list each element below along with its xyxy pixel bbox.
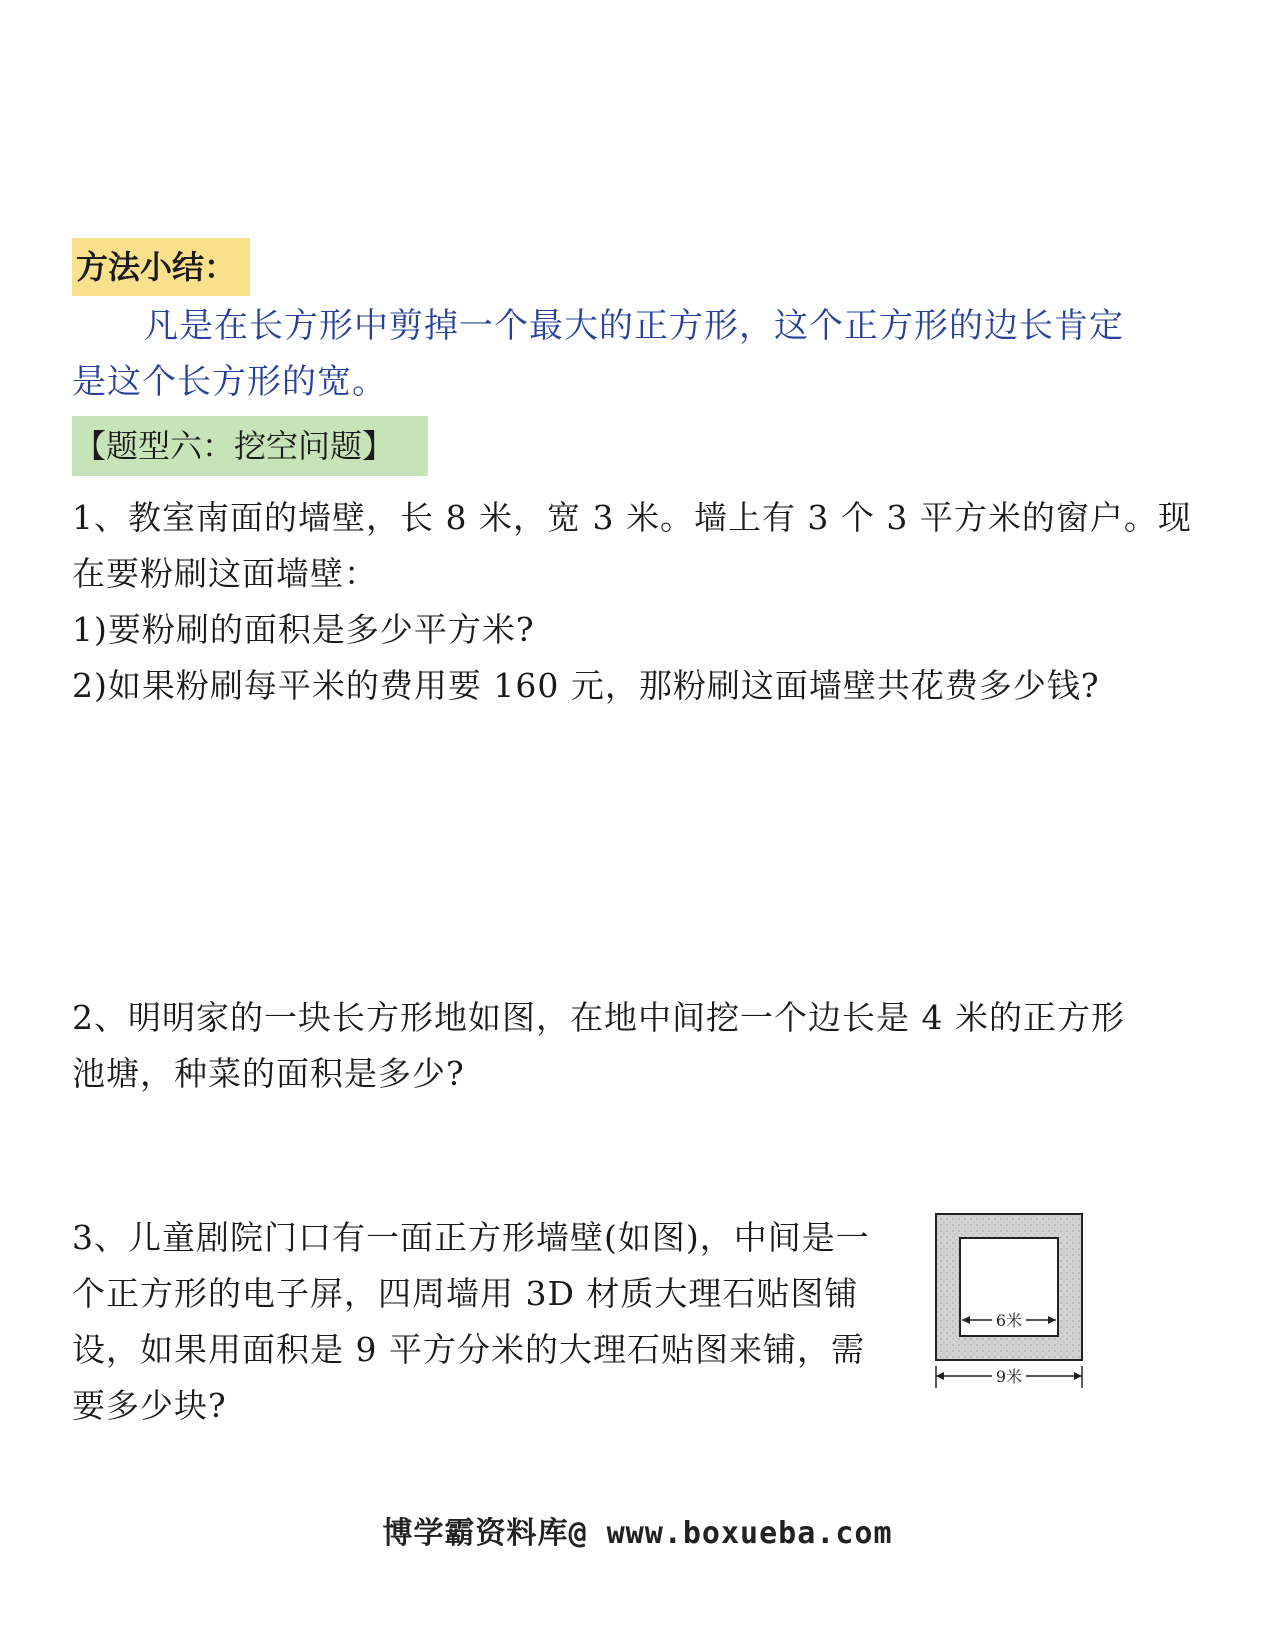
outer-dimension-label: 9米: [995, 1367, 1023, 1386]
outer-arrow-left: [936, 1372, 944, 1380]
question-2: 2、明明家的一块长方形地如图，在地中间挖一个边长是 4 米的正方形池塘，种菜的面积是多少?: [72, 998, 1125, 1093]
method-summary-label: 方法小结：: [72, 238, 250, 296]
question-1-sub-1: 1)要粉刷的面积是多少平方米?: [72, 610, 535, 649]
outer-arrow-right: [1074, 1372, 1082, 1380]
question-3: 3、儿童剧院门口有一面正方形墙壁(如图)，中间是一个正方形的电子屏，四周墙用 3D 材质大理石贴图铺设，如果用面积是 9 平方分米的大理石贴图来铺，需要多少块?: [72, 1218, 870, 1425]
footer-watermark: 博学霸资料库@ www.boxueba.com: [382, 1516, 893, 1551]
question-1: 1、教室南面的墙壁，长 8 米，宽 3 米。墙上有 3 个 3 平方米的窗户。现在要粉刷这面墙壁：: [72, 498, 1192, 593]
question-1-sub-2: 2)如果粉刷每平米的费用要 160 元，那粉刷这面墙壁共花费多少钱?: [72, 666, 1100, 705]
method-summary-text: 凡是在长方形中剪掉一个最大的正方形，这个正方形的边长肯定是这个长方形的宽。: [72, 306, 1124, 402]
wall-figure: [928, 1200, 1096, 1400]
inner-dimension-label: 6米: [995, 1311, 1023, 1330]
section-title: 【题型六：挖空问题】: [72, 416, 428, 476]
